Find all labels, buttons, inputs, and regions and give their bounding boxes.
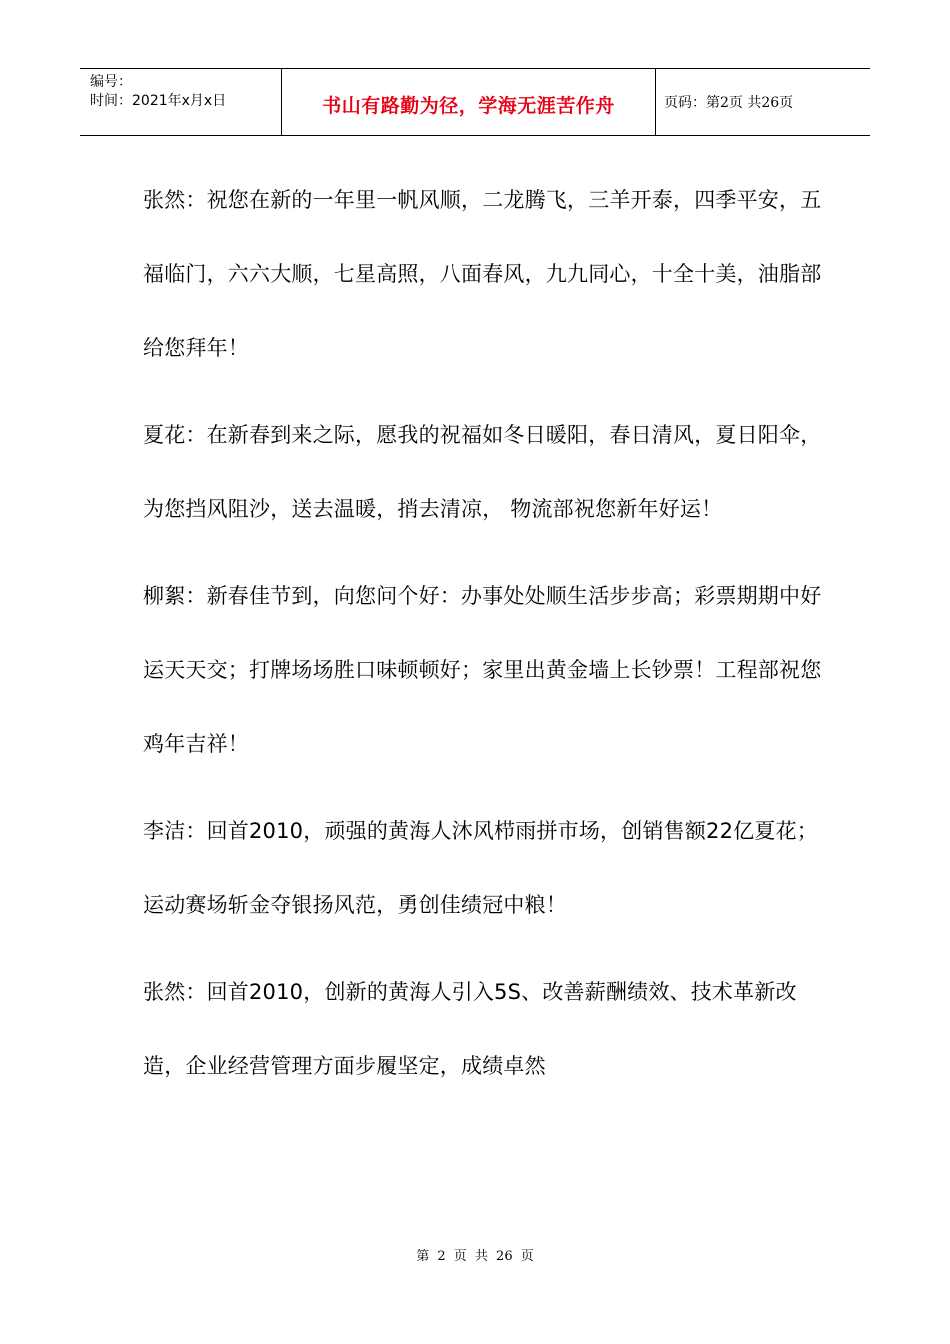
paragraph-liuxu: 柳絮：新春佳节到，向您问个好：办事处处顺生活步步高；彩票期期中好运天天交；打牌场场胜口味顿顿好；家里出黄金墙上长钞票！工程部祝您鸡年吉祥！ [143, 584, 822, 756]
document-time-label: 时间：2021年x月x日 [90, 93, 227, 109]
paragraph-zhangran-2: 张然：回首2010，创新的黄海人引入5S、改善薪酬绩效、技术革新改造，企业经营管理方面步履坚定，成绩卓然 [143, 980, 797, 1078]
paragraph-zhangran-1: 张然：祝您在新的一年里一帆风顺，二龙腾飞，三羊开泰，四季平安，五福临门，六六大顺，七星高照，八面春风，九九同心，十全十美，油脂部给您拜年！ [143, 188, 822, 360]
header-motto-cell [282, 69, 656, 135]
document-body [143, 163, 823, 1116]
document-number-label: 编号： [90, 74, 132, 90]
header-motto: 书山有路勤为径，学海无涯苦作舟 [322, 94, 615, 117]
header-page-info: 页码：第2页 共26页 [664, 95, 794, 111]
paragraph-xiahua: 夏花：在新春到来之际，愿我的祝福如冬日暖阳，春日清风，夏日阳伞，为您挡风阻沙，送去温暖，捎去清凉， 物流部祝您新年好运！ [143, 423, 822, 521]
page-header [80, 68, 870, 136]
page-footer: 第 2 页 共 26 页 [416, 1249, 534, 1264]
header-page-cell [656, 69, 870, 135]
header-info-cell [80, 69, 282, 135]
paragraph-lijie: 李洁：回首2010，顽强的黄海人沐风栉雨拼市场，创销售额22亿夏花；运动赛场斩金夺银扬风范，勇创佳绩冠中粮！ [143, 819, 818, 917]
